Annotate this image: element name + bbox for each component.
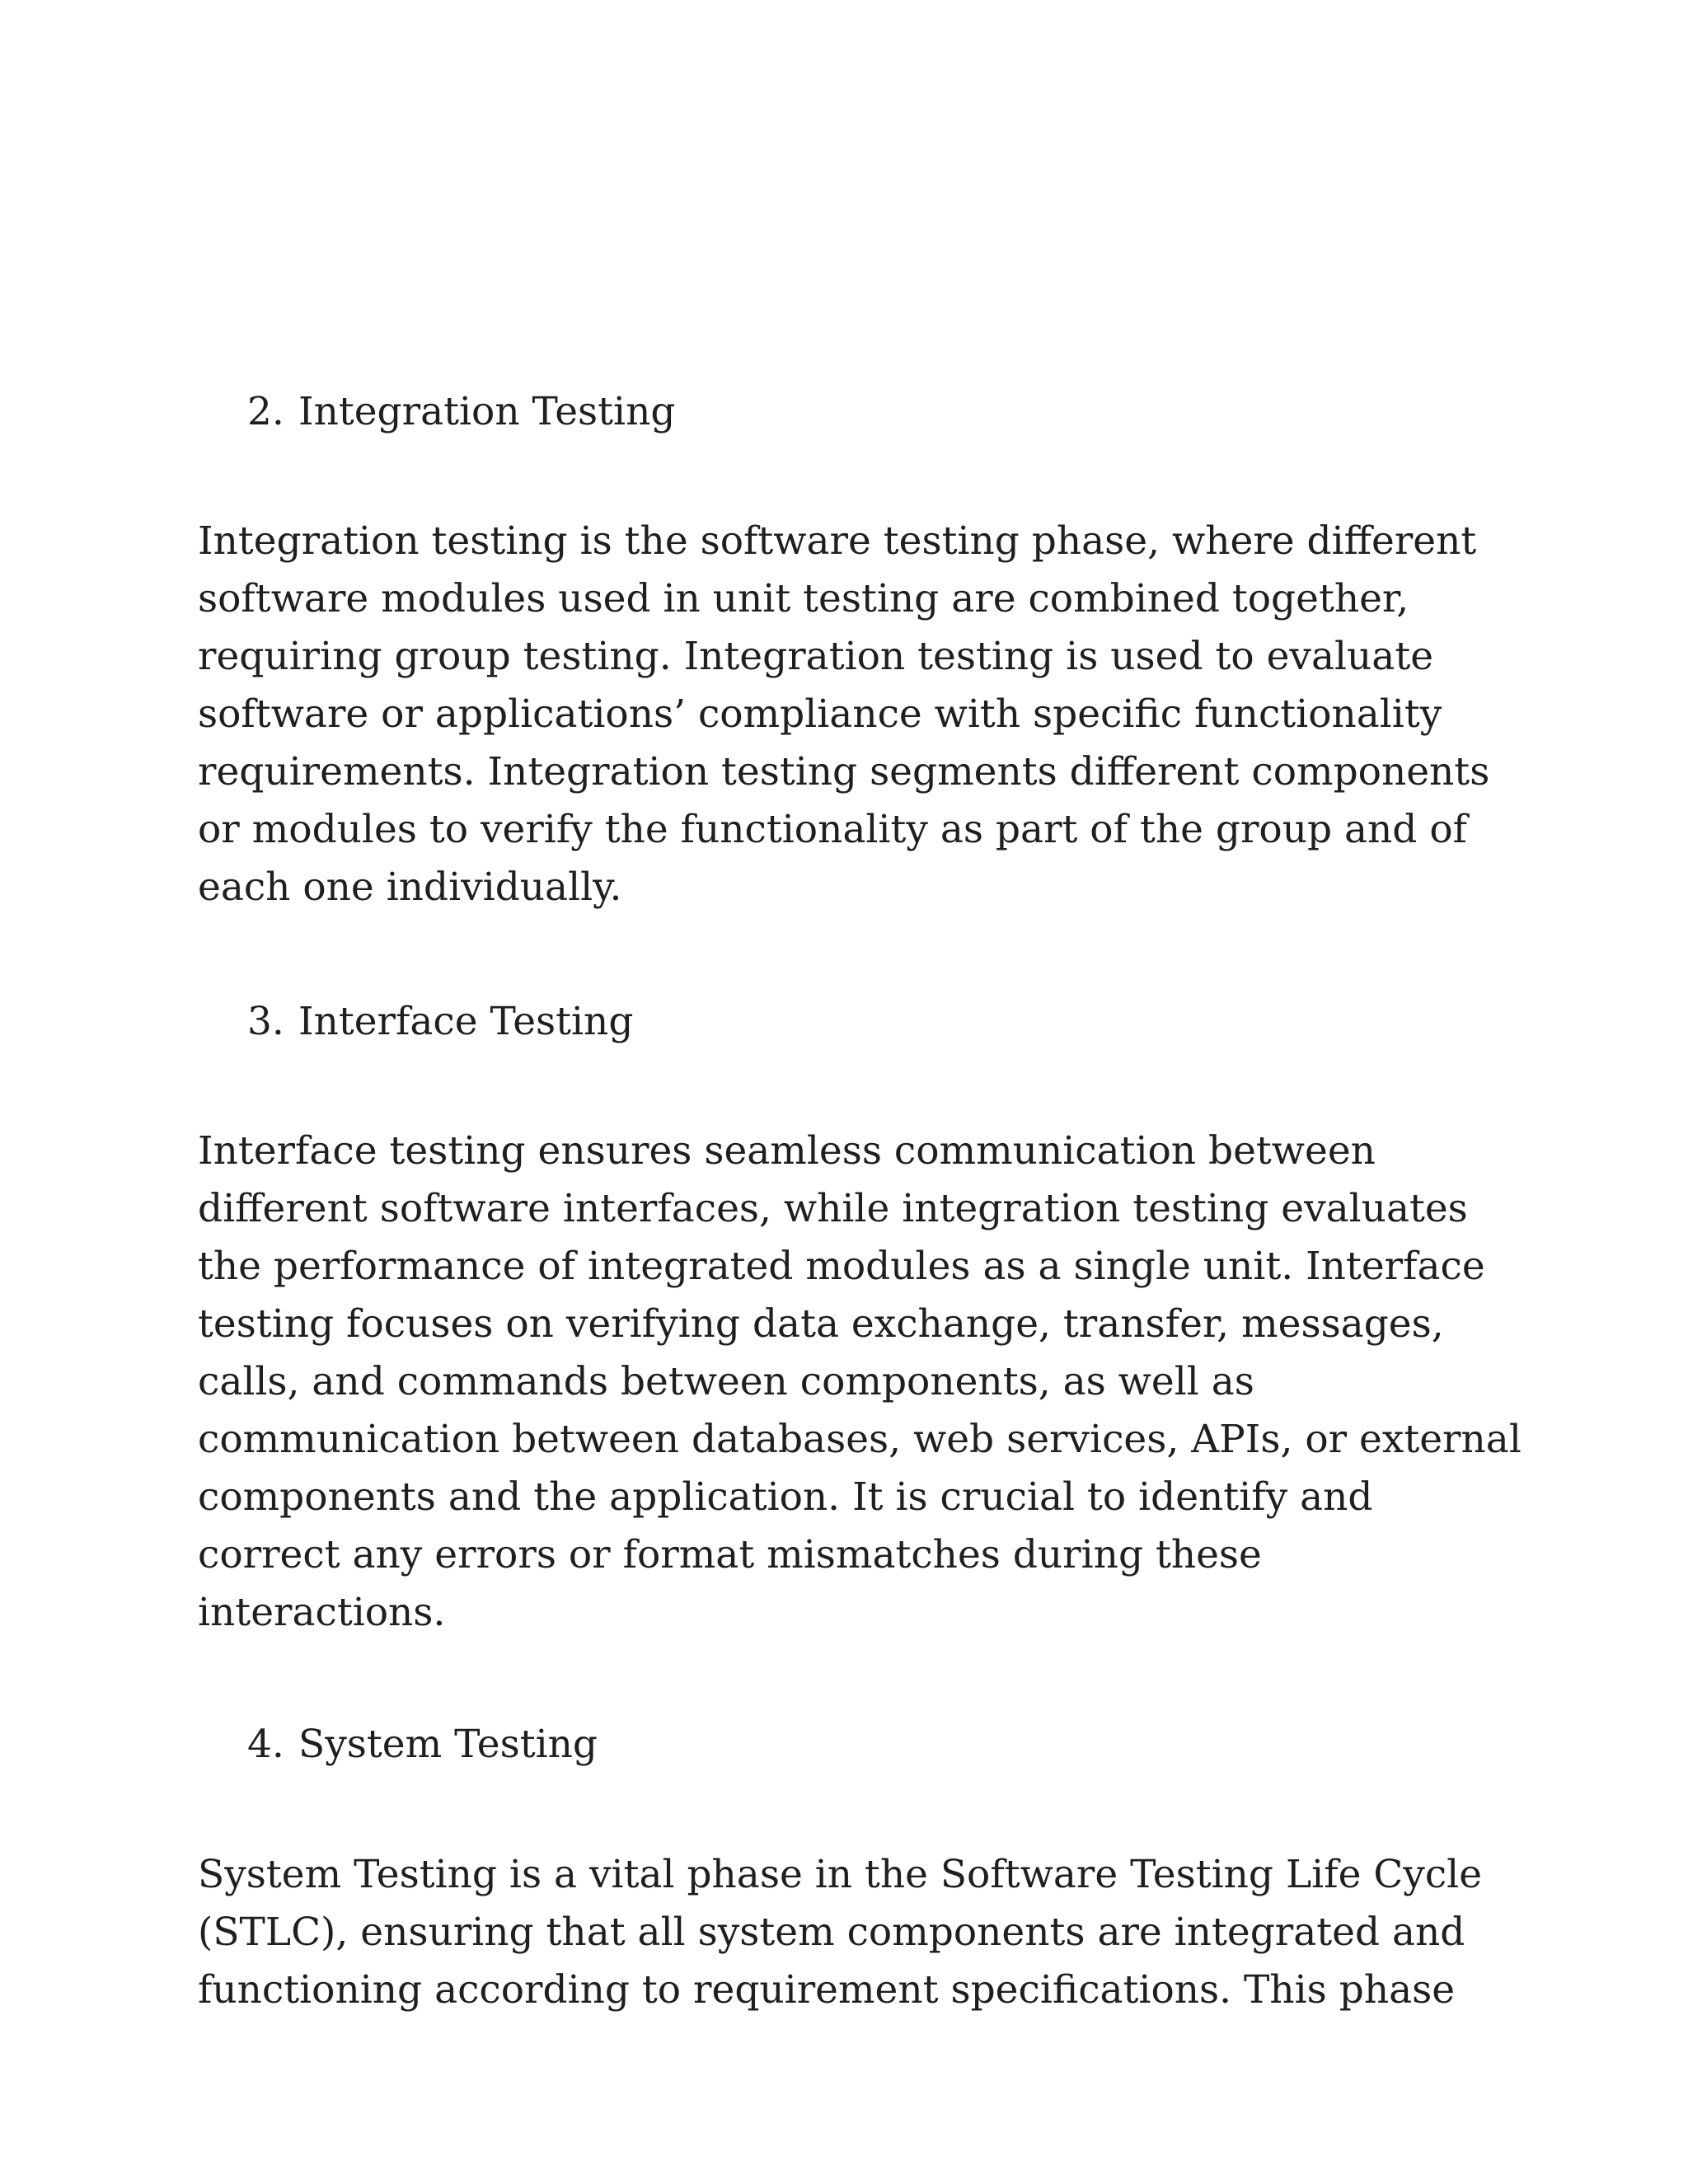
paragraph-line: the performance of integrated modules as a single unit. Interface [198,1244,1485,1289]
paragraph-line: Integration testing is the software testing phase, where different [198,518,1477,564]
paragraph-system-testing [198,1846,1500,2019]
paragraph-line: communication between databases, web services, APIs, or external [198,1417,1522,1462]
section-heading-system-testing [247,1720,598,1769]
paragraph-line: interactions. [198,1590,446,1635]
section-heading-interface-testing [247,997,633,1047]
paragraph-line: correct any errors or format mismatches during these [198,1532,1262,1577]
paragraph-line: components and the application. It is crucial to identify and [198,1474,1373,1520]
paragraph-line: software or applications’ compliance with specific functionality [198,691,1442,737]
paragraph-line: software modules used in unit testing are combined together, [198,576,1409,621]
paragraph-line: System Testing is a vital phase in the Software Testing Life Cycle [198,1852,1483,1897]
paragraph-interface-testing [198,1122,1522,1642]
paragraph-line: (STLC), ensuring that all system components are integrated and [198,1910,1465,1955]
section-title: Interface Testing [298,999,634,1044]
paragraph-line: calls, and commands between components, as well as [198,1359,1254,1404]
section-heading-integration-testing [247,387,675,437]
paragraph-line: testing focuses on verifying data exchange, transfer, messages, [198,1301,1444,1347]
section-number: 2. [247,389,284,434]
section-title: Integration Testing [298,389,676,434]
section-number: 4. [247,1722,284,1767]
section-number: 3. [247,999,284,1044]
paragraph-line: requiring group testing. Integration testing is used to evaluate [198,634,1434,679]
paragraph-line: or modules to verify the functionality as part of the group and of [198,807,1468,852]
paragraph-integration-testing [198,513,1500,916]
paragraph-line: requirements. Integration testing segments different components [198,749,1490,794]
paragraph-line: Interface testing ensures seamless communication between [198,1128,1376,1174]
paragraph-line: different software interfaces, while integration testing evaluates [198,1186,1468,1231]
paragraph-line: functioning according to requirement specifications. This phase [198,1967,1456,2013]
section-title: System Testing [298,1722,598,1767]
paragraph-line: each one individually. [198,865,622,910]
